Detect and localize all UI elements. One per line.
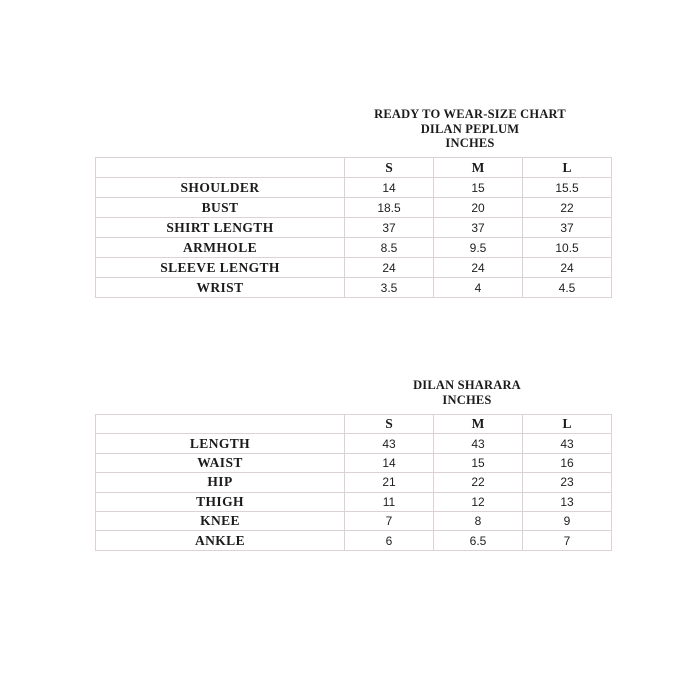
measurement-label: HIP — [96, 473, 345, 492]
table-row — [96, 473, 612, 492]
table-row — [96, 218, 612, 238]
measurement-value: 13 — [523, 492, 612, 511]
measurement-label: ANKLE — [96, 531, 345, 550]
measurement-value: 37 — [345, 218, 434, 238]
measurement-label: SHOULDER — [96, 178, 345, 198]
measurement-label: ARMHOLE — [96, 238, 345, 258]
measurement-value: 15.5 — [523, 178, 612, 198]
table-row — [96, 278, 612, 298]
size-header-l: L — [523, 415, 612, 434]
measurement-value: 37 — [434, 218, 523, 238]
measurement-label: LENGTH — [96, 434, 345, 453]
table-row — [96, 492, 612, 511]
sharara-product-title: DILAN SHARARA — [413, 378, 521, 392]
size-header-m: M — [434, 158, 523, 178]
measurement-value: 9 — [523, 511, 612, 530]
measurement-label: KNEE — [96, 511, 345, 530]
measurement-value: 22 — [523, 198, 612, 218]
measurement-value: 22 — [434, 473, 523, 492]
measurement-label: WAIST — [96, 453, 345, 472]
measurement-value: 14 — [345, 178, 434, 198]
measurement-header-cell — [96, 415, 345, 434]
table-row — [96, 258, 612, 278]
table-row — [96, 434, 612, 453]
measurement-value: 43 — [434, 434, 523, 453]
measurement-value: 8 — [434, 511, 523, 530]
size-header-s: S — [345, 415, 434, 434]
table-row — [96, 453, 612, 472]
ready-to-wear-title: READY TO WEAR-SIZE CHART — [374, 107, 566, 121]
size-header-l: L — [523, 158, 612, 178]
measurement-value: 3.5 — [345, 278, 434, 298]
peplum-title-block — [270, 107, 670, 151]
measurement-value: 12 — [434, 492, 523, 511]
measurement-value: 4 — [434, 278, 523, 298]
measurement-value: 10.5 — [523, 238, 612, 258]
peplum-units-label: INCHES — [445, 136, 495, 151]
measurement-value: 6 — [345, 531, 434, 550]
measurement-label: SHIRT LENGTH — [96, 218, 345, 238]
measurement-value: 24 — [523, 258, 612, 278]
measurement-value: 11 — [345, 492, 434, 511]
measurement-label: THIGH — [96, 492, 345, 511]
measurement-value: 14 — [345, 453, 434, 472]
size-header-row — [96, 415, 612, 434]
measurement-value: 4.5 — [523, 278, 612, 298]
measurement-value: 6.5 — [434, 531, 523, 550]
table-row — [96, 178, 612, 198]
table-row — [96, 238, 612, 258]
size-header-m: M — [434, 415, 523, 434]
measurement-label: SLEEVE LENGTH — [96, 258, 345, 278]
measurement-value: 7 — [523, 531, 612, 550]
measurement-value: 24 — [345, 258, 434, 278]
sharara-units-label: INCHES — [442, 392, 492, 407]
measurement-value: 15 — [434, 453, 523, 472]
peplum-size-table — [95, 157, 612, 298]
measurement-value: 8.5 — [345, 238, 434, 258]
measurement-value: 16 — [523, 453, 612, 472]
peplum-product-title: DILAN PEPLUM — [420, 121, 520, 136]
measurement-label: WRIST — [96, 278, 345, 298]
measurement-value: 23 — [523, 473, 612, 492]
measurement-value: 7 — [345, 511, 434, 530]
measurement-value: 43 — [345, 434, 434, 453]
measurement-value: 21 — [345, 473, 434, 492]
measurement-label: BUST — [96, 198, 345, 218]
size-header-row — [96, 158, 612, 178]
measurement-value: 37 — [523, 218, 612, 238]
table-row — [96, 198, 612, 218]
table-row — [96, 511, 612, 530]
measurement-value: 24 — [434, 258, 523, 278]
sharara-title-block — [267, 378, 667, 407]
measurement-value: 43 — [523, 434, 612, 453]
measurement-value: 9.5 — [434, 238, 523, 258]
measurement-value: 15 — [434, 178, 523, 198]
size-header-s: S — [345, 158, 434, 178]
sharara-size-table — [95, 414, 612, 551]
measurement-value: 20 — [434, 198, 523, 218]
measurement-value: 18.5 — [345, 198, 434, 218]
measurement-header-cell — [96, 158, 345, 178]
table-row — [96, 531, 612, 550]
